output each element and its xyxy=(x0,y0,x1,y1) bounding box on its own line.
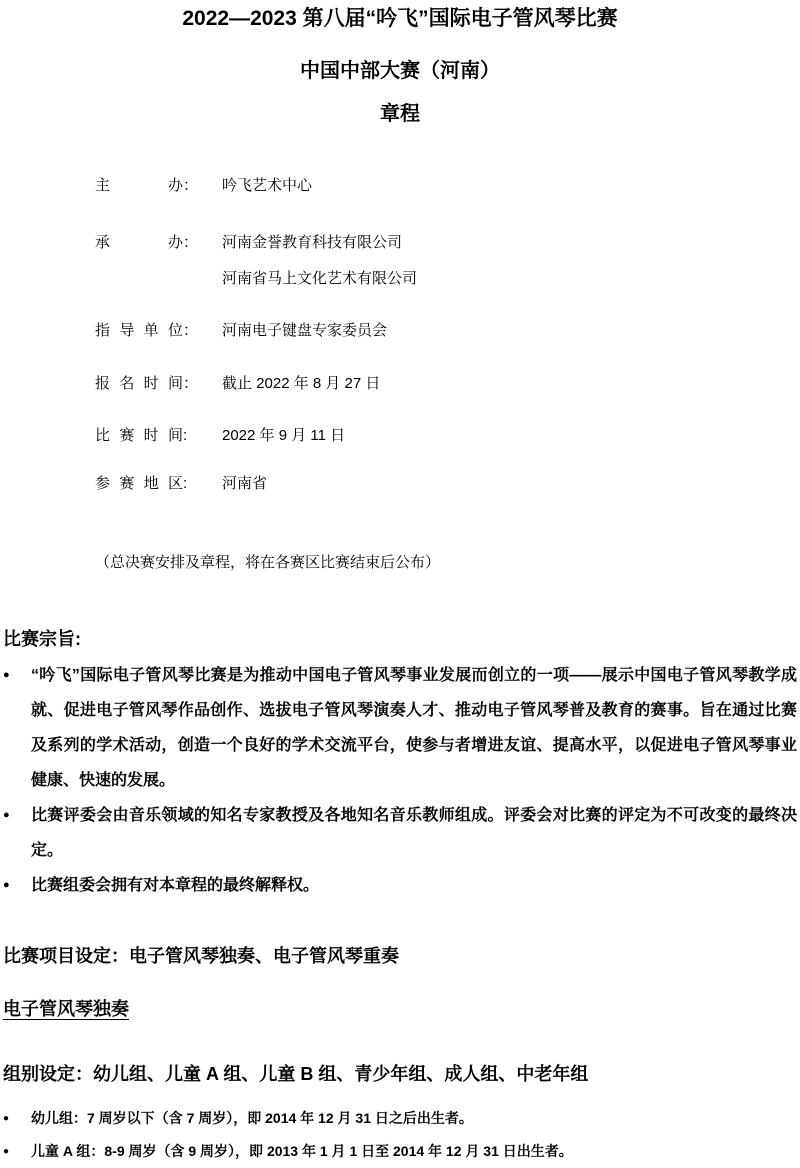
list-item xyxy=(3,1102,797,1135)
info-value xyxy=(222,373,797,394)
info-label-text: 比赛时间 xyxy=(95,427,183,444)
info-value xyxy=(222,425,797,446)
finals-note: （总决赛安排及章程，将在各赛区比赛结束后公布） xyxy=(95,554,441,571)
info-label-colon: ： xyxy=(183,322,199,339)
info-label xyxy=(95,373,222,394)
title-line-3: 章程 xyxy=(380,103,420,125)
document-title xyxy=(3,0,797,127)
purpose-item-text: “吟飞”国际电子管风琴比赛是为推动中国电子管风琴事业发展而创立的一项——展示中国电子管风琴教学成就、促进电子管风琴作品创作、选拔电子管风琴演奏人才、推动电子管风琴普及教育的赛事。旨在通过比赛及系列的学术活动，创造一个良好的学术交流平台，使参与者增进友谊、提高水平，以促进电子管风琴事业健康、快速的发展。 xyxy=(31,667,797,789)
bullet-icon: ● xyxy=(3,1113,10,1124)
info-label-colon: : xyxy=(183,427,188,444)
info-label-text: 主办 xyxy=(95,177,183,194)
info-row-organizer xyxy=(95,175,797,196)
list-item xyxy=(3,868,797,903)
info-value-line: 河南电子键盘专家委员会 xyxy=(222,322,388,339)
info-label xyxy=(95,175,222,196)
title-line-1: 2022—2023 第八届“吟飞”国际电子管风琴比赛 xyxy=(182,7,618,30)
title-line-2: 中国中部大赛（河南） xyxy=(300,60,500,82)
info-label-colon: ： xyxy=(183,234,199,251)
info-label xyxy=(95,232,222,289)
info-label-text: 指导单位 xyxy=(95,322,183,339)
info-label xyxy=(95,320,222,341)
info-value-line: 截止 2022 年 8 月 27 日 xyxy=(222,375,381,392)
info-value-line: 吟飞艺术中心 xyxy=(222,177,313,194)
solo-subheading: 电子管风琴独奏 xyxy=(3,999,129,1019)
bullet-icon: ● xyxy=(3,1146,10,1157)
purpose-item-text: 比赛组委会拥有对本章程的最终解释权。 xyxy=(31,877,320,894)
info-label-text: 报名时间 xyxy=(95,375,183,392)
info-label-colon: ： xyxy=(183,177,199,194)
events-heading: 比赛项目设定：电子管风琴独奏、电子管风琴重奏 xyxy=(3,946,399,966)
info-value xyxy=(222,175,797,196)
purpose-list xyxy=(3,658,797,903)
info-value xyxy=(222,232,797,289)
info-label xyxy=(95,425,222,446)
list-item xyxy=(3,798,797,868)
info-value-line: 河南省马上文化艺术有限公司 xyxy=(222,270,418,287)
info-label-colon: ： xyxy=(183,375,199,392)
groups-list xyxy=(3,1102,797,1168)
bullet-icon: ● xyxy=(3,879,10,891)
info-value-line: 河南金誉教育科技有限公司 xyxy=(222,234,403,251)
info-label-text: 参赛地区 xyxy=(95,475,183,492)
info-row-registration-time xyxy=(95,373,797,394)
purpose-heading: 比赛宗旨: xyxy=(3,629,81,649)
group-item-text: 幼儿组：7 周岁以下（含 7 周岁），即 2014 年 12 月 31 日之后出生者。 xyxy=(31,1110,473,1126)
info-row-competition-time xyxy=(95,425,797,446)
info-label-colon: : xyxy=(183,475,188,492)
bullet-icon: ● xyxy=(3,669,10,681)
group-item-text: 儿童 A 组：8-9 周岁（含 9 周岁），即 2013 年 1 月 1 日至 2014 年 12 月 31 日出生者。 xyxy=(31,1143,573,1159)
list-item xyxy=(3,1135,797,1168)
groups-heading: 组别设定：幼儿组、儿童 A 组、儿童 B 组、青少年组、成人组、中老年组 xyxy=(3,1064,589,1084)
info-label-text: 承办 xyxy=(95,234,183,251)
bullet-icon: ● xyxy=(3,809,10,821)
info-row-guidance-unit xyxy=(95,320,797,341)
info-value xyxy=(222,320,797,341)
info-row-region xyxy=(95,473,797,494)
info-row-undertaker xyxy=(95,232,797,289)
info-value-line: 河南省 xyxy=(222,475,268,492)
purpose-item-text: 比赛评委会由音乐领域的知名专家教授及各地知名音乐教师组成。评委会对比赛的评定为不可改变的最终决定。 xyxy=(31,807,797,859)
list-item xyxy=(3,658,797,798)
info-value xyxy=(222,473,797,494)
info-block xyxy=(95,175,797,494)
info-label xyxy=(95,473,222,494)
info-value-line: 2022 年 9 月 11 日 xyxy=(222,427,346,444)
